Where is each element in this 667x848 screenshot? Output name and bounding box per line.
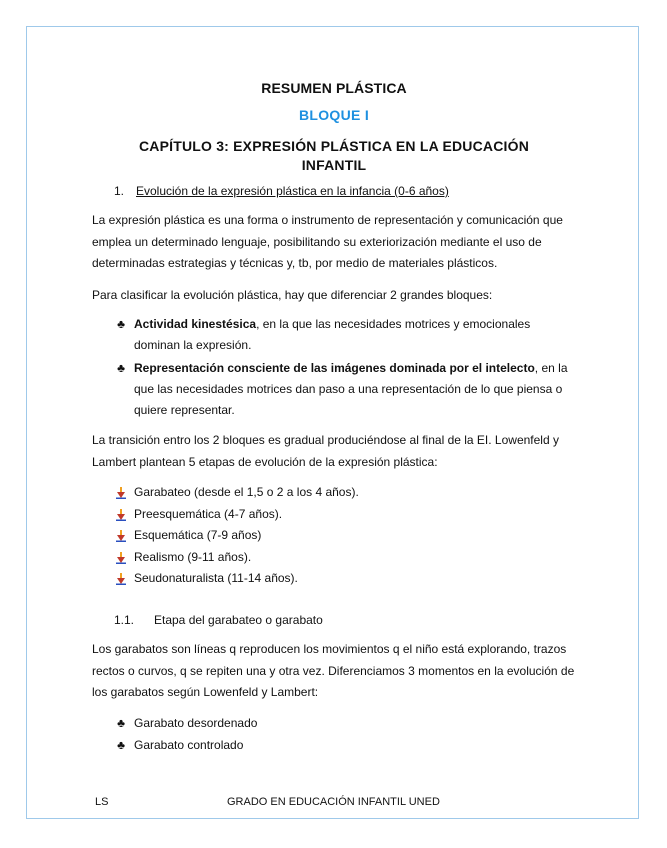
subsection-number: 1.1. (114, 613, 135, 627)
subsection-heading (114, 613, 323, 627)
list-item-text: , en la que las necesidades motrices y emocionales dominan la expresión. (134, 317, 531, 352)
footer-initials: LS (95, 796, 109, 808)
club-bullet-icon: ♣ (117, 737, 125, 752)
list-item (114, 482, 576, 504)
list-item-bold: Actividad kinestésica (134, 317, 257, 331)
paragraph-definition: La expresión plástica es una forma o instrumento de representación y comunicación que emplea un determinado lenguaje, posibilitando su exteriorización mediante el uso de determinadas estrategias y técnicas y, tb, por medio de materiales plásticos. (92, 213, 563, 270)
arrow-bullet-icon (116, 487, 126, 499)
list-item (114, 504, 576, 526)
list-item (114, 735, 576, 757)
paragraph-scribbles: Los garabatos son líneas q reproducen los movimientos q el niño está explorando, trazos rectos o curvos, q se repiten una y otra vez. Diferenciamos 3 momentos en la evolución de los garabatos según Lowenfeld y Lambert: (92, 642, 575, 699)
list-item-bold: Representación consciente de las imágenes dominada por el intelecto (134, 361, 535, 375)
club-bullet-icon: ♣ (117, 716, 125, 730)
list-item-text: Garabato desordenado (134, 716, 258, 730)
list-item-text: , en la que las necesidades motrices dan paso a una representación de lo que piensa o quiere representar. (134, 361, 568, 417)
section-title: Evolución de la expresión plástica en la infancia (0-6 años) (136, 184, 449, 198)
section-number: 1. (114, 184, 125, 198)
arrow-bullet-icon (116, 573, 126, 585)
footer-degree: GRADO EN EDUCACIÓN INFANTIL UNED (227, 796, 440, 808)
document-title: RESUMEN PLÁSTICA (261, 80, 407, 96)
list-item (114, 568, 576, 590)
list-item (114, 713, 576, 735)
section-heading (114, 184, 449, 198)
scribble-list (114, 713, 576, 756)
block-title: BLOQUE I (298, 107, 370, 123)
stages-list (114, 482, 576, 590)
list-item-text: Realismo (9-11 años). (134, 549, 252, 564)
list-item (114, 358, 576, 421)
paragraph-transition: La transición entro los 2 bloques es gradual produciéndose al final de la EI. Lowenfeld y Lambert plantean 5 etapas de evolución de la expresión plástica: (92, 433, 559, 469)
list-item (114, 314, 576, 356)
club-bullet-icon: ♣ (117, 361, 125, 375)
list-item-text: Preesquemática (4-7 años). (134, 506, 283, 521)
list-item (114, 525, 576, 547)
list-item-text: Seudonaturalista (11-14 años). (134, 571, 298, 585)
club-bullet-icon: ♣ (117, 317, 125, 331)
arrow-bullet-icon (116, 552, 126, 564)
list-item-text: Garabateo (desde el 1,5 o 2 a los 4 años). (134, 485, 359, 499)
chapter-title: CAPÍTULO 3: EXPRESIÓN PLÁSTICA EN LA EDUCACIÓN INFANTIL (138, 138, 530, 173)
arrow-bullet-icon (116, 509, 126, 521)
subsection-title: Etapa del garabateo o garabato (154, 613, 323, 627)
list-item-text: Esquemática (7-9 años) (134, 528, 262, 542)
list-item-text: Garabato controlado (134, 737, 244, 752)
arrow-bullet-icon (116, 530, 126, 542)
list-item (114, 547, 576, 569)
paragraph-classification: Para clasificar la evolución plástica, hay que diferenciar 2 grandes bloques: (92, 288, 493, 302)
blocks-list (114, 314, 576, 423)
